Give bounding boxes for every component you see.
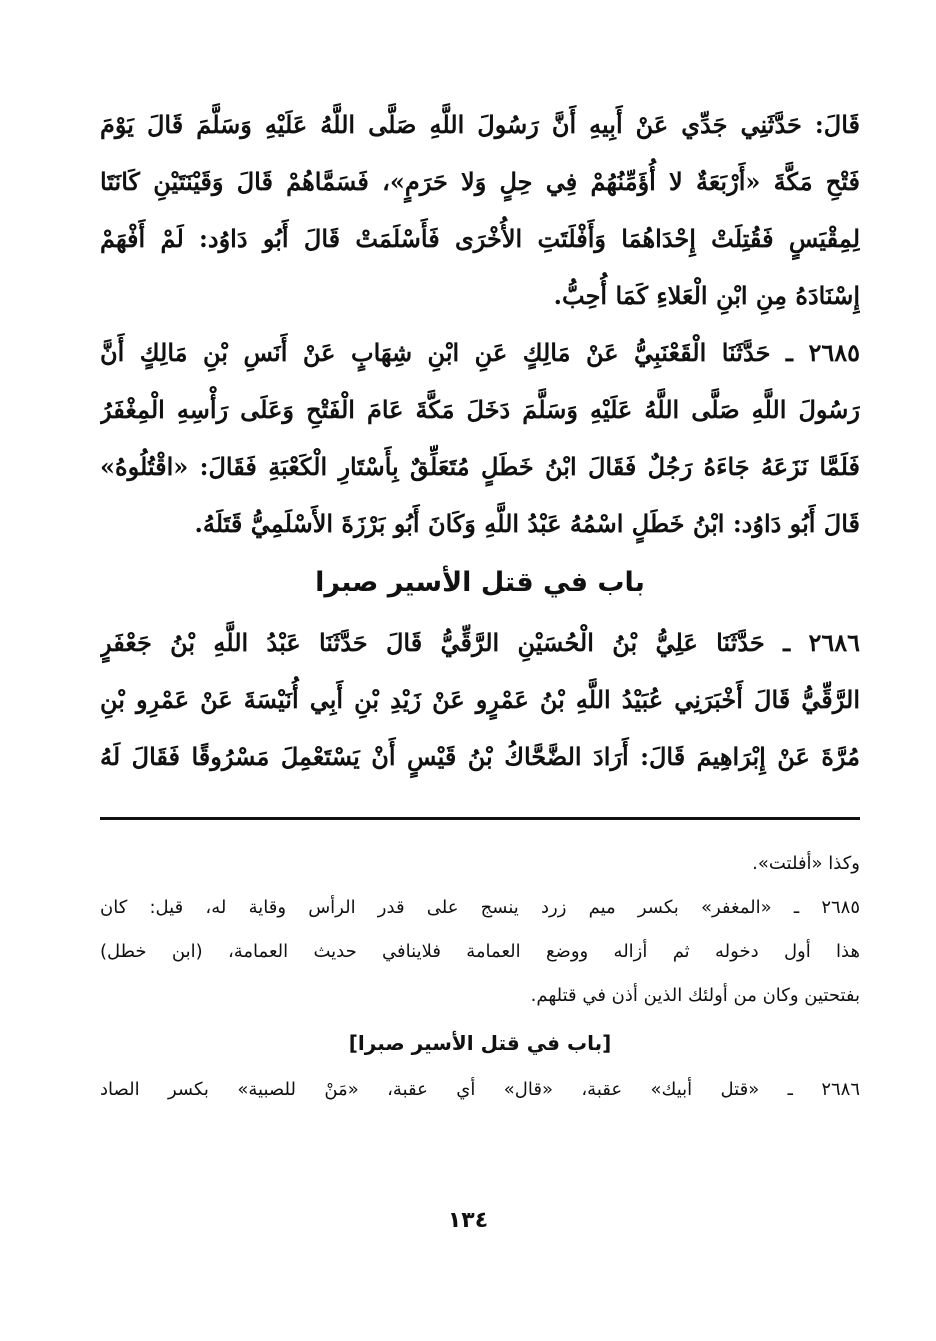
- footnote-line: وكذا «أفلتت».: [752, 853, 860, 874]
- text-line: إِسْنَادَهُ مِنِ ابْنِ الْعَلاءِ كَمَا أُحِبُّ.: [553, 281, 860, 310]
- footnote-heading: [باب في قتل الأسير صبرا]: [348, 1031, 612, 1055]
- text-line: مُرَّةَ عَنْ إِبْرَاهِيمَ قَالَ: أَرَادَ الضَّحَّاكُ بْنُ قَيْسٍ أَنْ يَسْتَعْمِلَ مَسْرُوقًا فَقَالَ لَهُ: [100, 742, 860, 771]
- footnote-line: هذا أول دخوله ثم أزاله ووضع العمامة فلاينافي حديث العمامة، (ابن خطل): [100, 941, 860, 962]
- paragraph-2685: [100, 324, 860, 552]
- text-line: قَالَ أَبُو دَاوُد: ابْنُ خَطَلٍ اسْمُهُ عَبْدُ اللَّهِ وَكَانَ أَبُو بَرْزَةَ الأَسْلَمِيُّ قَتَلَهُ.: [194, 509, 860, 538]
- text-line: رَسُولَ اللَّهِ صَلَّى اللَّهُ عَلَيْهِ وَسَلَّمَ دَخَلَ مَكَّةَ عَامَ الْفَتْحِ وَعَلَى رَأْسِهِ الْمِغْفَرُ: [100, 395, 860, 424]
- text-line: الرَّقِّيُّ قَالَ أَخْبَرَنِي عُبَيْدُ اللَّهِ بْنُ عَمْرٍو عَنْ زَيْدِ بْنِ أَبِي أُنَيْسَةَ عَنْ عَمْرِو بْنِ: [100, 685, 860, 714]
- text-line: لِمِقْيَسٍ فَقُتِلَتْ إِحْدَاهُمَا وَأَفْلَتَتِ الأُخْرَى فَأَسْلَمَتْ قَالَ أَبُو دَاوُد: لَمْ أَفْهَمْ: [100, 224, 860, 253]
- page-content: [100, 96, 860, 1112]
- text-line: فَتْحِ مَكَّةَ «أَرْبَعَةٌ لا أُؤَمِّنُهُمْ فِي حِلٍ وَلا حَرَمٍ»، فَسَمَّاهُمْ قَالَ وَقَيْنَتَيْنِ كَانَتَا: [100, 167, 860, 196]
- text-line: ٢٦٨٦ ـ حَدَّثَنَا عَلِيُّ بْنُ الْحُسَيْنِ الرَّقِّيُّ قَالَ حَدَّثَنَا عَبْدُ اللَّهِ بْنُ جَعْفَرٍ: [100, 628, 860, 657]
- paragraph-2686: [100, 614, 860, 785]
- text-line: قَالَ: حَدَّثَنِي جَدِّي عَنْ أَبِيهِ أَنَّ رَسُولَ اللَّهِ صَلَّى اللَّهُ عَلَيْهِ وَسَلَّمَ قَالَ يَوْمَ: [100, 110, 860, 139]
- text-line: ٢٦٨٥ ـ حَدَّثَنَا الْقَعْنَبِيُّ عَنْ مَالِكٍ عَنِ ابْنِ شِهَابٍ عَنْ أَنَسِ بْنِ مَالِكٍ أَنَّ: [100, 338, 860, 367]
- footnote-line: ٢٦٨٦ ـ «قتل أبيك» عقبة، «قال» أي عقبة، «مَنْ للصبية» بكسر الصاد: [100, 1079, 860, 1100]
- footnote-line: ٢٦٨٥ ـ «المغفر» بكسر ميم زرد ينسج على قدر الرأس وقاية له، قيل: كان: [100, 897, 860, 918]
- footnote-divider: [100, 817, 860, 820]
- footnotes: [100, 842, 860, 1112]
- chapter-heading: باب في قتل الأسير صبرا: [315, 567, 645, 598]
- text-line: فَلَمَّا نَزَعَهُ جَاءَهُ رَجُلٌ فَقَالَ ابْنُ خَطَلٍ مُتَعَلِّقٌ بِأَسْتَارِ الْكَعْبَةِ فَقَالَ: «اقْتُلُوهُ»: [100, 452, 860, 481]
- footnote-line: بفتحتين وكان من أولئك الذين أذن في قتلهم.: [530, 985, 860, 1006]
- page-number: ١٣٤: [447, 1208, 489, 1233]
- paragraph-1: [100, 96, 860, 324]
